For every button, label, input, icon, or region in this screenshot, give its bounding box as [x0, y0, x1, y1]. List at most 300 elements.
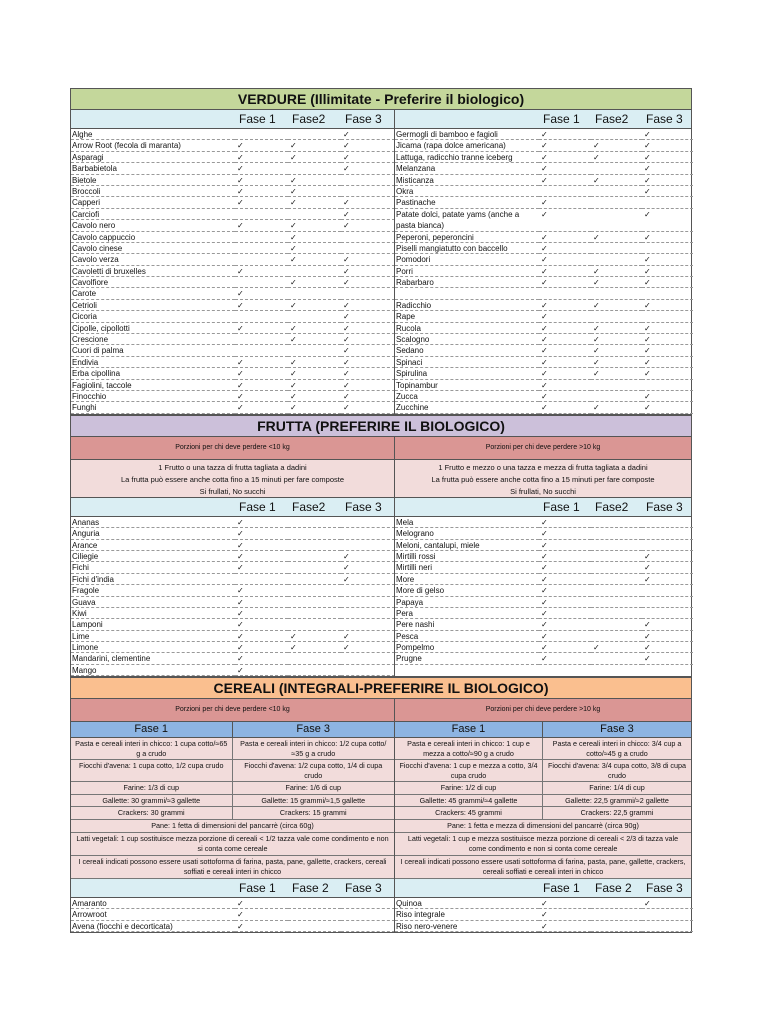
phase-check	[591, 597, 642, 608]
phase-check: ✓	[539, 898, 591, 909]
cereali-right-list	[395, 898, 691, 932]
phase-check: ✓	[235, 357, 288, 368]
food-name: Cavolfiore	[71, 277, 235, 288]
frutta-portions	[70, 437, 692, 498]
food-name: Cipolle, cipollotti	[71, 323, 235, 334]
phase-check	[288, 288, 341, 299]
phase-check: ✓	[341, 300, 395, 311]
phase-check: ✓	[642, 334, 693, 345]
phase-check: ✓	[288, 380, 341, 391]
phase-check	[591, 186, 642, 197]
phase-check: ✓	[642, 898, 693, 909]
food-name: Cavolo nero	[71, 220, 235, 231]
food-name: Barbabietola	[71, 163, 235, 174]
phase-check: ✓	[288, 175, 341, 186]
food-name: Ananas	[71, 517, 235, 528]
phase-check: ✓	[288, 357, 341, 368]
food-name: Sedano	[395, 345, 539, 356]
phase-check	[591, 528, 642, 539]
phase-check: ✓	[235, 266, 288, 277]
phase-check: ✓	[235, 300, 288, 311]
phase-check	[591, 619, 642, 630]
phase-check: ✓	[591, 334, 642, 345]
food-name: Rabarbaro	[395, 277, 539, 288]
food-name: More	[395, 574, 539, 585]
phase-check: ✓	[235, 288, 288, 299]
cereali-title: CEREALI (INTEGRALI-PREFERIRE IL BIOLOGICO)	[70, 677, 692, 699]
phase-check	[591, 898, 642, 909]
food-name: Mandarini, clementine	[71, 653, 235, 664]
cereal-portion: Fiocchi d'avena: 1/2 cupa cotto, 1/4 di cupa crudo	[233, 760, 395, 782]
phase-check: ✓	[539, 266, 591, 277]
phase-check: ✓	[591, 323, 642, 334]
phase-check	[642, 597, 693, 608]
phase-check: ✓	[341, 334, 395, 345]
food-name: Rucola	[395, 323, 539, 334]
food-name: Piselli mangiatutto con baccello	[395, 243, 539, 254]
food-name: Endivia	[71, 357, 235, 368]
phase-check	[288, 528, 341, 539]
food-name: Pompelmo	[395, 642, 539, 653]
phase-check: ✓	[539, 345, 591, 356]
phase-check: ✓	[341, 163, 395, 174]
phase-check	[642, 608, 693, 619]
phase-check: ✓	[235, 619, 288, 630]
phase-check: ✓	[642, 277, 693, 288]
food-name: Kiwi	[71, 608, 235, 619]
phase-check: ✓	[642, 163, 693, 174]
phase-check: ✓	[235, 585, 288, 596]
phase-check	[235, 243, 288, 254]
phase-check	[341, 608, 395, 619]
phase-check: ✓	[341, 129, 395, 140]
phase-check	[591, 129, 642, 140]
phase-check	[235, 334, 288, 345]
phase-check: ✓	[591, 140, 642, 151]
frutta-section	[70, 498, 692, 677]
phase-check: ✓	[591, 152, 642, 163]
food-name: Amaranto	[71, 898, 235, 909]
food-name: Arrowroot	[71, 909, 235, 920]
food-name: Lime	[71, 631, 235, 642]
frutta-left-head: Porzioni per chi deve perdere <10 kg	[71, 437, 394, 460]
food-name: Arrow Root (fecola di maranta)	[71, 140, 235, 151]
phase-check: ✓	[642, 402, 693, 413]
phase-check	[591, 653, 642, 664]
phase-check: ✓	[288, 642, 341, 653]
verdure-right-list	[395, 129, 691, 414]
phase-check: ✓	[235, 898, 288, 909]
food-name: Pere nashi	[395, 619, 539, 630]
phase-check	[235, 277, 288, 288]
food-name: Meloni, cantalupi, miele	[395, 540, 539, 551]
phase-check	[341, 921, 395, 932]
cereal-portion: Pasta e cereali interi in chicco: 1 cupa cotto/≈65 g a crudo	[71, 738, 233, 760]
phase-check: ✓	[642, 266, 693, 277]
phase-check	[591, 163, 642, 174]
food-name: Melograno	[395, 528, 539, 539]
phase-check	[591, 288, 642, 299]
food-name: Okra	[395, 186, 539, 197]
phase-check: ✓	[341, 357, 395, 368]
food-name: Mirtilli neri	[395, 562, 539, 573]
food-name: Zucchine	[395, 402, 539, 413]
phase-check	[591, 243, 642, 254]
food-name: Cetrioli	[71, 300, 235, 311]
phase-check	[591, 380, 642, 391]
phase-check	[288, 921, 341, 932]
cereal-portion: Fiocchi d'avena: 3/4 cupa cotto, 3/8 di cupa crudo	[543, 760, 691, 782]
food-name: Asparagi	[71, 152, 235, 163]
cereal-portion: Pasta e cereali interi in chicco: 1 cup e mezza a cotto/≈90 g a crudo	[395, 738, 543, 760]
phase-check: ✓	[235, 175, 288, 186]
phase-check: ✓	[288, 323, 341, 334]
phase-check: ✓	[539, 368, 591, 379]
food-name: Cavolo verza	[71, 254, 235, 265]
phase-check: ✓	[539, 197, 591, 208]
cereali-right-grid	[395, 738, 691, 820]
food-name: Lamponi	[71, 619, 235, 630]
phase-check	[341, 585, 395, 596]
phase-check	[539, 288, 591, 299]
phase-check: ✓	[642, 551, 693, 562]
food-name: Porri	[395, 266, 539, 277]
cereal-portion: Farine: 1/6 di cup	[233, 782, 395, 795]
food-name: Carote	[71, 288, 235, 299]
phase-check: ✓	[591, 357, 642, 368]
phase-check	[235, 254, 288, 265]
phase-check: ✓	[235, 528, 288, 539]
food-name: Mela	[395, 517, 539, 528]
phase-check	[591, 540, 642, 551]
phase-check	[288, 266, 341, 277]
phase-check	[235, 311, 288, 322]
frutta-left-phase-header: Fase 1 Fase2 Fase 3	[71, 498, 394, 517]
phase-check: ✓	[539, 619, 591, 630]
cereali-left-head: Porzioni per chi deve perdere <10 kg	[71, 699, 394, 722]
phase-check: ✓	[235, 665, 288, 676]
phase-check	[288, 597, 341, 608]
phase-check: ✓	[288, 334, 341, 345]
phase-check: ✓	[235, 562, 288, 573]
phase-check	[642, 921, 693, 932]
frutta-right-list	[395, 517, 691, 665]
phase-check: ✓	[539, 277, 591, 288]
phase-check: ✓	[235, 323, 288, 334]
cereali-right-latti: Latti vegetali: 1 cup e mezza sostituisce mezza porzione di cereali < 2/3 di tazza vale come condimento e non si conta come cereale	[395, 833, 691, 856]
food-name: Lattuga, radicchio tranne iceberg	[395, 152, 539, 163]
phase-check	[539, 186, 591, 197]
phase-check: ✓	[642, 140, 693, 151]
phase-check	[341, 288, 395, 299]
food-name: Topinambur	[395, 380, 539, 391]
phase-check	[288, 665, 341, 676]
phase-check: ✓	[539, 175, 591, 186]
cereal-portion: Crackers: 45 grammi	[395, 807, 543, 820]
food-name: Melanzana	[395, 163, 539, 174]
food-name: Crescione	[71, 334, 235, 345]
phase-check	[591, 311, 642, 322]
phase-check: ✓	[341, 551, 395, 562]
cereali-right-fase-bar: Fase 1 Fase 3	[395, 722, 691, 738]
frutta-title: FRUTTA (PREFERIRE IL BIOLOGICO)	[70, 415, 692, 437]
phase-check: ✓	[288, 220, 341, 231]
phase-check	[288, 540, 341, 551]
cereal-portion: Crackers: 30 grammi	[71, 807, 233, 820]
phase-check: ✓	[591, 277, 642, 288]
cereal-portion: Gallette: 30 grammi/≈3 gallette	[71, 795, 233, 808]
phase-check: ✓	[642, 357, 693, 368]
phase-check: ✓	[341, 562, 395, 573]
phase-check: ✓	[288, 152, 341, 163]
verdure-left-list	[71, 129, 394, 414]
phase-check: ✓	[235, 608, 288, 619]
phase-check	[591, 391, 642, 402]
phase-check	[341, 175, 395, 186]
cereal-portion: Farine: 1/2 di cup	[395, 782, 543, 795]
phase-check	[591, 562, 642, 573]
phase-check: ✓	[235, 402, 288, 413]
phase-check: ✓	[591, 232, 642, 243]
phase-check: ✓	[288, 232, 341, 243]
phase-check	[288, 551, 341, 562]
phase-check: ✓	[539, 209, 591, 232]
verdure-section	[70, 110, 692, 415]
phase-check: ✓	[235, 631, 288, 642]
phase-check	[288, 909, 341, 920]
cereal-portion: Gallette: 15 grammi/≈1,5 gallette	[233, 795, 395, 808]
food-name: Cuori di palma	[71, 345, 235, 356]
food-name: Erba cipollina	[71, 368, 235, 379]
phase-check: ✓	[642, 574, 693, 585]
food-name: Fagiolini, taccole	[71, 380, 235, 391]
phase-check: ✓	[539, 631, 591, 642]
phase-check: ✓	[539, 642, 591, 653]
phase-check: ✓	[235, 391, 288, 402]
food-name: Cavoletti di bruxelles	[71, 266, 235, 277]
phase-check	[235, 574, 288, 585]
phase-check: ✓	[341, 631, 395, 642]
verdure-title: VERDURE (Illimitate - Preferire il biologico)	[70, 88, 692, 110]
phase-check: ✓	[341, 140, 395, 151]
food-name: Finocchio	[71, 391, 235, 402]
food-name: Fichi d'india	[71, 574, 235, 585]
phase-check	[642, 585, 693, 596]
phase-check: ✓	[341, 277, 395, 288]
phase-check	[591, 517, 642, 528]
phase-check	[288, 608, 341, 619]
phase-check	[642, 311, 693, 322]
phase-check	[591, 197, 642, 208]
phase-check: ✓	[539, 323, 591, 334]
food-name: Anguria	[71, 528, 235, 539]
phase-check: ✓	[341, 391, 395, 402]
phase-check: ✓	[539, 311, 591, 322]
phase-check: ✓	[642, 653, 693, 664]
cereali-left-fase-bar: Fase 1 Fase 3	[71, 722, 394, 738]
phase-check: ✓	[642, 619, 693, 630]
phase-check	[288, 517, 341, 528]
phase-check: ✓	[341, 197, 395, 208]
cereal-portion: Gallette: 45 grammi/≈4 gallette	[395, 795, 543, 808]
phase-check	[642, 540, 693, 551]
phase-check: ✓	[235, 540, 288, 551]
phase-check: ✓	[642, 345, 693, 356]
phase-check: ✓	[591, 300, 642, 311]
phase-check	[235, 209, 288, 220]
food-name: Funghi	[71, 402, 235, 413]
food-name: Fichi	[71, 562, 235, 573]
phase-check: ✓	[591, 266, 642, 277]
phase-check: ✓	[539, 528, 591, 539]
phase-check: ✓	[235, 642, 288, 653]
phase-check: ✓	[539, 334, 591, 345]
phase-check: ✓	[235, 368, 288, 379]
phase-check	[642, 380, 693, 391]
phase-check: ✓	[235, 909, 288, 920]
phase-check: ✓	[235, 197, 288, 208]
phase-check	[591, 585, 642, 596]
phase-check: ✓	[539, 357, 591, 368]
phase-check: ✓	[539, 653, 591, 664]
phase-check	[642, 288, 693, 299]
cereali-right-head: Porzioni per chi deve perdere >10 kg	[395, 699, 691, 722]
food-name: Jicama (rapa dolce americana)	[395, 140, 539, 151]
food-name: Guava	[71, 597, 235, 608]
phase-check	[591, 921, 642, 932]
phase-check	[235, 129, 288, 140]
food-name: Limone	[71, 642, 235, 653]
food-name: Peperoni, peperoncini	[395, 232, 539, 243]
phase-check: ✓	[642, 562, 693, 573]
phase-check	[591, 608, 642, 619]
phase-check: ✓	[341, 254, 395, 265]
phase-check: ✓	[539, 140, 591, 151]
cereali-left-phase-header: Fase 1 Fase 2 Fase 3	[71, 879, 394, 898]
phase-check	[341, 186, 395, 197]
phase-check: ✓	[235, 186, 288, 197]
food-name: Pesca	[395, 631, 539, 642]
cereal-portion: Pasta e cereali interi in chicco: 1/2 cupa cotto/≈35 g a crudo	[233, 738, 395, 760]
food-name: Alghe	[71, 129, 235, 140]
food-name: Cavolo cinese	[71, 243, 235, 254]
cereal-portion: Farine: 1/4 di cup	[543, 782, 691, 795]
phase-check: ✓	[288, 254, 341, 265]
phase-check: ✓	[591, 402, 642, 413]
phase-check	[288, 345, 341, 356]
cereal-portion: Fiocchi d'avena: 1 cup e mezza a cotto, 3/4 cupa crudo	[395, 760, 543, 782]
phase-check	[591, 574, 642, 585]
phase-check	[341, 653, 395, 664]
cereali-left-grid	[71, 738, 394, 820]
phase-check	[288, 209, 341, 220]
phase-check	[288, 619, 341, 630]
phase-check: ✓	[341, 152, 395, 163]
phase-check	[341, 517, 395, 528]
phase-check	[288, 311, 341, 322]
phase-check	[642, 909, 693, 920]
phase-check	[591, 909, 642, 920]
cereal-portion: Crackers: 22,5 grammi	[543, 807, 691, 820]
food-name: Prugne	[395, 653, 539, 664]
phase-check: ✓	[539, 152, 591, 163]
food-name: Riso nero-venere	[395, 921, 539, 932]
phase-check: ✓	[642, 368, 693, 379]
phase-check: ✓	[539, 909, 591, 920]
phase-check: ✓	[235, 220, 288, 231]
phase-check: ✓	[642, 391, 693, 402]
phase-check: ✓	[235, 140, 288, 151]
food-name: Mirtilli rossi	[395, 551, 539, 562]
phase-check	[235, 232, 288, 243]
food-name: Bietole	[71, 175, 235, 186]
phase-check: ✓	[539, 391, 591, 402]
phase-check: ✓	[642, 631, 693, 642]
food-name: Spinaci	[395, 357, 539, 368]
food-name: Pera	[395, 608, 539, 619]
phase-check: ✓	[341, 311, 395, 322]
phase-check: ✓	[288, 186, 341, 197]
food-name: Capperi	[71, 197, 235, 208]
phase-check: ✓	[235, 152, 288, 163]
phase-check: ✓	[642, 323, 693, 334]
food-name: Spirulina	[395, 368, 539, 379]
phase-check: ✓	[341, 380, 395, 391]
frutta-right-body: 1 Frutto e mezzo o una tazza e mezza di frutta tagliata a dadini La frutta può essere anche cotta fino a 15 minuti per fare composte Si frullati, No succhi	[395, 460, 691, 498]
phase-check: ✓	[539, 551, 591, 562]
phase-check: ✓	[642, 152, 693, 163]
phase-check: ✓	[341, 220, 395, 231]
phase-check: ✓	[235, 921, 288, 932]
frutta-right-head: Porzioni per chi deve perdere >10 kg	[395, 437, 691, 460]
phase-check	[341, 619, 395, 630]
phase-check: ✓	[341, 642, 395, 653]
phase-check	[341, 597, 395, 608]
verdure-left-phase-header: Fase 1 Fase2 Fase 3	[71, 110, 394, 129]
phase-check: ✓	[539, 597, 591, 608]
phase-check: ✓	[539, 921, 591, 932]
cereal-portion: Pasta e cereali interi in chicco: 3/4 cup a cotto/≈45 g a crudo	[543, 738, 691, 760]
food-name: Patate dolci, patate yams (anche a pasta bianca)	[395, 209, 539, 232]
phase-check: ✓	[341, 345, 395, 356]
phase-check: ✓	[288, 631, 341, 642]
phase-check: ✓	[642, 209, 693, 232]
food-name: Quinoa	[395, 898, 539, 909]
food-name: Cavolo cappuccio	[71, 232, 235, 243]
phase-check: ✓	[642, 254, 693, 265]
frutta-left-body: 1 Frutto o una tazza di frutta tagliata a dadini La frutta può essere anche cotta fino a 15 minuti per fare composte Si frullati, No succhi	[71, 460, 394, 498]
phase-check	[341, 540, 395, 551]
phase-check: ✓	[539, 380, 591, 391]
phase-check: ✓	[288, 368, 341, 379]
phase-check: ✓	[642, 232, 693, 243]
food-name: Pomodori	[395, 254, 539, 265]
phase-check: ✓	[539, 574, 591, 585]
phase-check: ✓	[539, 243, 591, 254]
phase-check: ✓	[341, 209, 395, 220]
phase-check: ✓	[591, 642, 642, 653]
phase-check: ✓	[539, 254, 591, 265]
food-name: Fragole	[71, 585, 235, 596]
phase-check	[288, 562, 341, 573]
phase-check: ✓	[341, 368, 395, 379]
phase-check	[341, 909, 395, 920]
phase-check: ✓	[235, 517, 288, 528]
phase-check: ✓	[591, 175, 642, 186]
phase-check: ✓	[235, 551, 288, 562]
phase-check: ✓	[539, 402, 591, 413]
food-table	[70, 88, 692, 933]
